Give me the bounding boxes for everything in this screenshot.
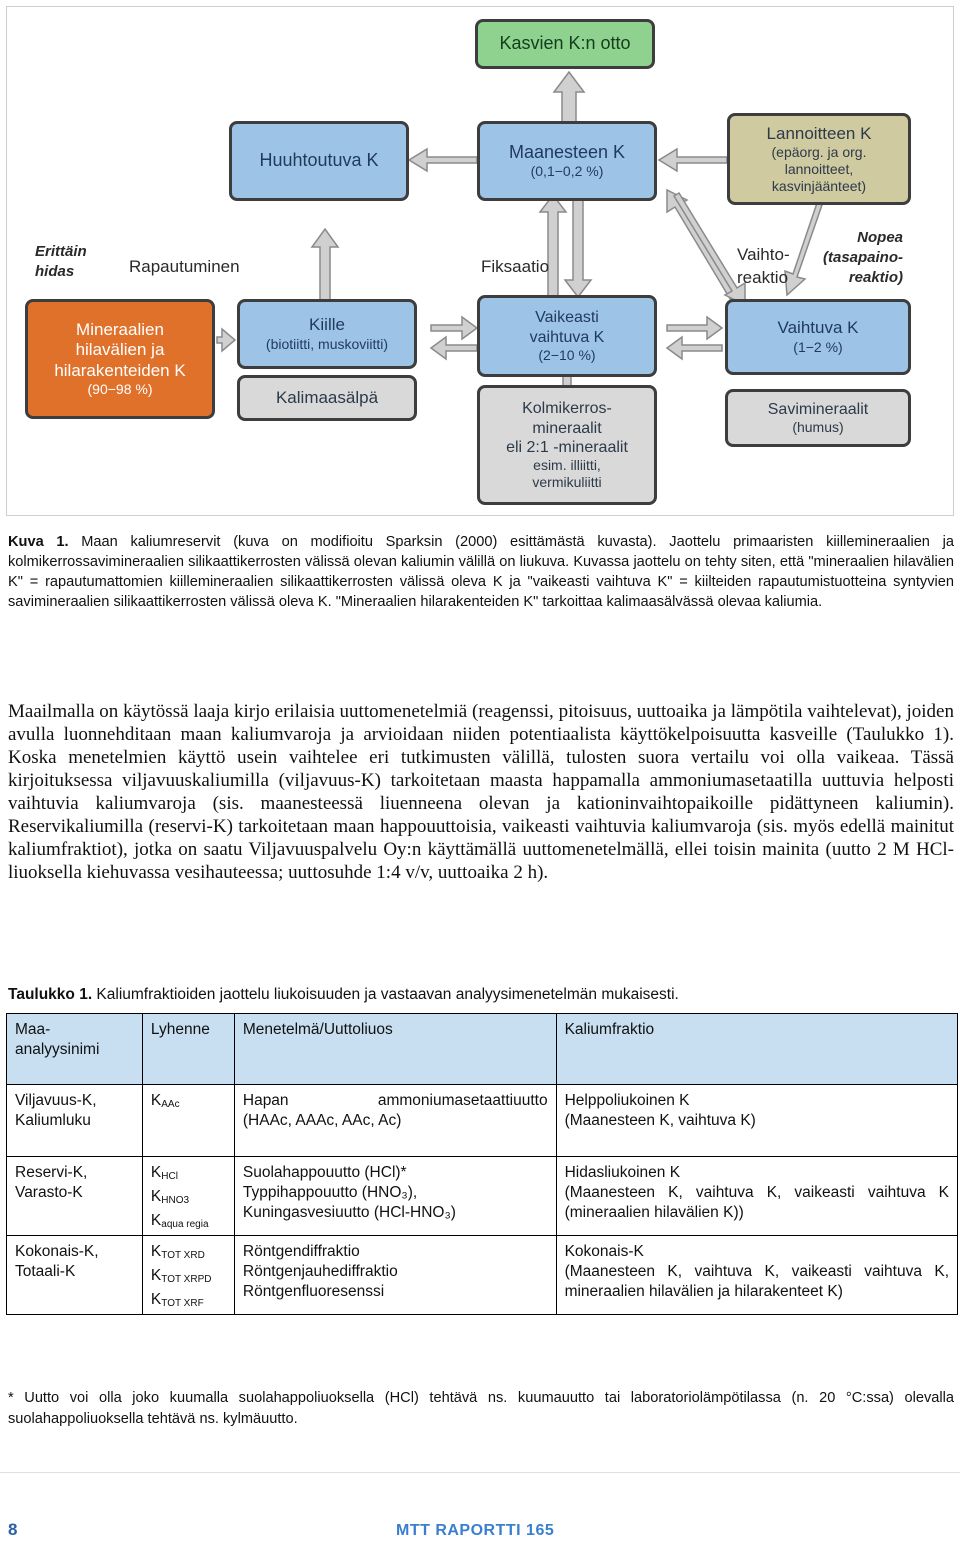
label-fixation: Fiksaatio [481,257,550,276]
cell-line: Röntgendiffraktio [242,1243,360,1260]
abbreviation-line [151,1266,226,1290]
arrow-mineral-to-mica [217,329,235,351]
soil-solution-box [477,121,657,201]
abbreviation-subscript: aqua regia [161,1219,209,1230]
table-caption-label: Taulukko 1. [8,986,93,1003]
page-number: 8 [8,1520,18,1539]
abbreviation-subscript: HCl [161,1171,178,1182]
table-cell-method [234,1085,556,1157]
arrow-nonexch-to-mica [431,337,477,359]
cell-line: Reservi-K, [15,1164,88,1181]
label-fast-1: Nopea [857,229,903,246]
figure-caption-label: Kuva 1. [8,534,69,550]
table-cell-analysis-name [7,1085,143,1157]
label-fast-2: (tasapaino- [822,249,903,266]
table-row [7,1157,958,1236]
table-cell-method [234,1236,556,1315]
label-exchange-2: reaktio [737,268,789,287]
abbreviation-base: K [150,1212,162,1229]
mineral-lattice-box [25,299,215,419]
cell-line: Suolahappouutto (HCl)* [242,1164,407,1181]
table-header-cell: Maa-analyysinimi [7,1014,143,1085]
cell-line: Typpihappouutto (HNO₃), [242,1184,418,1201]
leaching-box [229,121,409,201]
exchangeable-box [725,299,911,375]
table-header-row [7,1014,958,1085]
table-row [7,1236,958,1315]
figure-caption [8,532,954,612]
plant-uptake-box [475,19,655,69]
mica-sub: (biotiitti, muskoviitti) [265,335,389,352]
arrow-fertilizer-to-solution [659,149,727,171]
nonexch-pct: (2−10 %) [538,346,596,363]
arrow-mica-to-nonexch [431,317,477,339]
arrow-left-to-leaching [409,149,477,171]
soil-solution-pct: (0,1−0,2 %) [530,163,604,180]
cell-line: Hapan ammoniumasetaattiuutto [242,1092,548,1109]
label-slow: hidas [35,263,75,280]
k-feldspar-box [237,375,417,421]
plant-uptake-label: Kasvien K:n otto [499,33,631,54]
cell-line: Röntgenfluoresenssi [242,1283,385,1300]
footer-divider [0,1472,960,1473]
three-layer-line-5: vermikuliitti [532,473,602,490]
label-exchange-1: Vaihto- [737,245,790,264]
arrow-solution-to-exch [674,193,745,305]
mineral-pct: (90−98 %) [87,381,153,398]
arrow-exch-to-nonexch [667,337,722,359]
table-header-cell: Kaliumfraktio [556,1014,957,1085]
arrow-exch-to-solution [667,190,738,302]
arrow-up-to-uptake [554,72,584,122]
cell-line: Hidasliukoinen K [564,1164,681,1181]
arrow-solution-down [565,195,591,297]
arrow-nonexch-up [540,195,566,297]
cell-line: Totaali-K [15,1263,76,1280]
mica-box [237,299,417,369]
nonexch-line-2: vaihtuva K [529,328,605,346]
label-weathering: Rapautuminen [129,257,240,276]
fertilizer-sub3: kasvinjäänteet) [771,177,867,194]
report-title: MTT RAPORTTI 165 [396,1522,555,1539]
label-very: Erittäin [35,243,87,260]
abbreviation-line [151,1091,226,1115]
abbreviation-subscript: AAc [161,1099,180,1110]
table-cell-analysis-name [7,1157,143,1236]
table-header-cell: Menetelmä/Uuttoliuos [234,1014,556,1085]
fertilizer-sub2: lannoitteet, [784,160,854,177]
arrow-mica-up [312,229,338,302]
arrow-nonexch-to-exch [667,317,722,339]
table-cell-method [234,1157,556,1236]
nonexchangeable-box [477,295,657,377]
abbreviation-base: K [150,1243,162,1260]
cell-line: Helppoliukoinen K [564,1092,690,1109]
abbreviation-line [151,1211,226,1235]
body-paragraph: Maailmalla on käytössä laaja kirjo erilaisia uuttomenetelmiä (reagenssi, pitoisuus, uuttoaika ja lämpötila vaihtelevat), joiden avulla luonnehditaan maan kaliumvaroja ja arvioidaan niiden potentiaalista käyttökelpoisuutta kasveille (Taulukko 1). Koska menetelmien käyttö usein vaihtelee eri tutkimusten välillä, tulosten suora vertailu voi olla vaikeaa. Tässä kirjoituksessa viljavuuskaliumilla (viljavuus-K) tarkoitetaan maasta happamalla ammoniumasetaatilla uuttuvia helposti vaihtuvia kaliumvaroja (sis. maanesteessä liuenneena olevan ja kationinvaihtopaikoille pidättyneen kaliumin). Reservikaliumilla (reservi-K) tarkoitetaan maan happouuttoisia, vaikeasti vaihtuvia kaliumvaroja (sis. myös edellä mainitut kaliumfraktiot), jotka on saatu Viljavuuspalvelu Oy:n käyttämällä uuttomenetelmällä, ellei toisin mainita (uutto 2 M HCl-liuoksella kiehuvassa vesihauteessa; uuttosuhde 1:4 v/v, uuttoaika 2 h). [8,701,954,883]
nonexch-line-1: Vaikeasti [535,309,599,327]
exch-pct: (1−2 %) [793,338,843,355]
cell-line: Kokonais-K [564,1243,644,1260]
clay-minerals-box [725,389,911,447]
abbreviation-subscript: TOT XRF [161,1298,204,1309]
abbreviation-base: K [150,1092,162,1109]
abbreviation-base: K [150,1164,162,1181]
three-layer-line-4: esim. illiitti, [533,456,601,473]
clay-title: Savimineraalit [767,401,869,418]
k-feldspar-label: Kalimaasälpä [275,387,379,407]
abbreviation-line [151,1290,226,1314]
three-layer-line-2: mineraalit [532,419,602,437]
table-body [7,1085,958,1315]
table-cell-abbreviation [142,1157,234,1236]
clay-sub: (humus) [792,419,844,436]
abbreviation-base: K [150,1188,162,1205]
mineral-line-1: Mineraalien [76,320,164,340]
cell-line: Röntgenjauhediffraktio [242,1263,398,1280]
mica-title: Kiille [309,315,345,335]
cell-line: Kokonais-K, [15,1243,99,1260]
cell-line: Kuningasvesiuutto (HCl-HNO₃) [242,1204,456,1221]
table-header-cell: Lyhenne [142,1014,234,1085]
cell-line: (Maanesteen K, vaihtuva K, vaikeasti vaihtuva K, mineraalien hilavälien ja hilarakenteet K) [564,1263,949,1300]
abbreviation-base: K [150,1267,162,1284]
cell-line: (HAAc, AAAc, AAc, Ac) [242,1112,402,1129]
table-cell-fraction [556,1085,957,1157]
table-cell-fraction [556,1236,957,1315]
exch-title: Vaihtuva K [777,318,859,338]
soil-solution-title: Maanesteen K [508,141,626,162]
abbreviation-line [151,1187,226,1211]
table-caption-text: Kaliumfraktioiden jaottelu liukoisuuden ja vastaavan analyysimenetelmän mukaisesti. [92,986,679,1003]
abbreviation-subscript: TOT XRD [161,1250,205,1261]
abbreviation-base: K [150,1291,162,1308]
abbreviation-line [151,1163,226,1187]
fertilizer-box [727,113,911,205]
table-footnote: * Uutto voi olla joko kuumalla suolahappoliuoksella (HCl) tehtävä ns. kuumauutto tai laboratoriolämpötilassa (n. 20 °C:ssa) olevalla suolahappoliuoksella tehtävä ns. kylmäuutto. [8,1390,954,1427]
potassium-reserve-diagram [6,6,954,516]
fertilizer-title: Lannoitteen K [766,123,872,143]
cell-line: (Maanesteen K, vaihtuva K, vaikeasti vaihtuva K (mineraalien hilavälien K)) [564,1184,949,1221]
table-cell-fraction [556,1157,957,1236]
three-layer-line-3: eli 2:1 -mineraalit [506,438,628,456]
three-layer-box [477,385,657,505]
abbreviation-subscript: HNO3 [161,1195,190,1206]
abbreviation-subscript: TOT XRPD [161,1274,212,1285]
three-layer-line-1: Kolmikerros- [522,400,612,418]
label-fast-3: reaktio) [848,269,903,286]
fertilizer-sub1: (epäorg. ja org. [771,144,867,160]
table-cell-analysis-name [7,1236,143,1315]
cell-line: Kaliumluku [15,1112,91,1129]
table-cell-abbreviation [142,1236,234,1315]
table-caption [8,986,679,1004]
mineral-line-2: hilavälien ja [75,340,165,360]
cell-line: Varasto-K [15,1184,83,1201]
leaching-label: Huuhtoutuva K [259,150,379,171]
cell-line: Viljavuus-K, [15,1092,97,1109]
table-cell-abbreviation [142,1085,234,1157]
figure-caption-text: Maan kaliumreservit (kuva on modifioitu Sparksin (2000) esittämästä kuvasta). Jaottelu primaaristen kiillemineraalien ja kolmikerrossavimineraalien silikaattikerrosten välissä olevan kaliumin välillä on liukuva. Kuvassa jaottelu on tehty siten, että "mineraalien hilavälien K" = rapautumattomien kiillemineraalien silikaattikerrosten välissä oleva K ja "vaikeasti vaihtuva K" = kiilteiden rapautumistuotteina syntyvien savimineraalien silikaattikerrosten välissä oleva K. "Mineraalien hilarakenteiden K" tarkoittaa kalimaasälvässä olevaa kaliumia. [8,534,954,610]
cell-line: (Maanesteen K, vaihtuva K) [564,1112,756,1129]
potassium-fraction-table [6,1013,958,1315]
table-row [7,1085,958,1157]
abbreviation-line [151,1242,226,1266]
mineral-line-3: hilarakenteiden K [54,360,186,380]
